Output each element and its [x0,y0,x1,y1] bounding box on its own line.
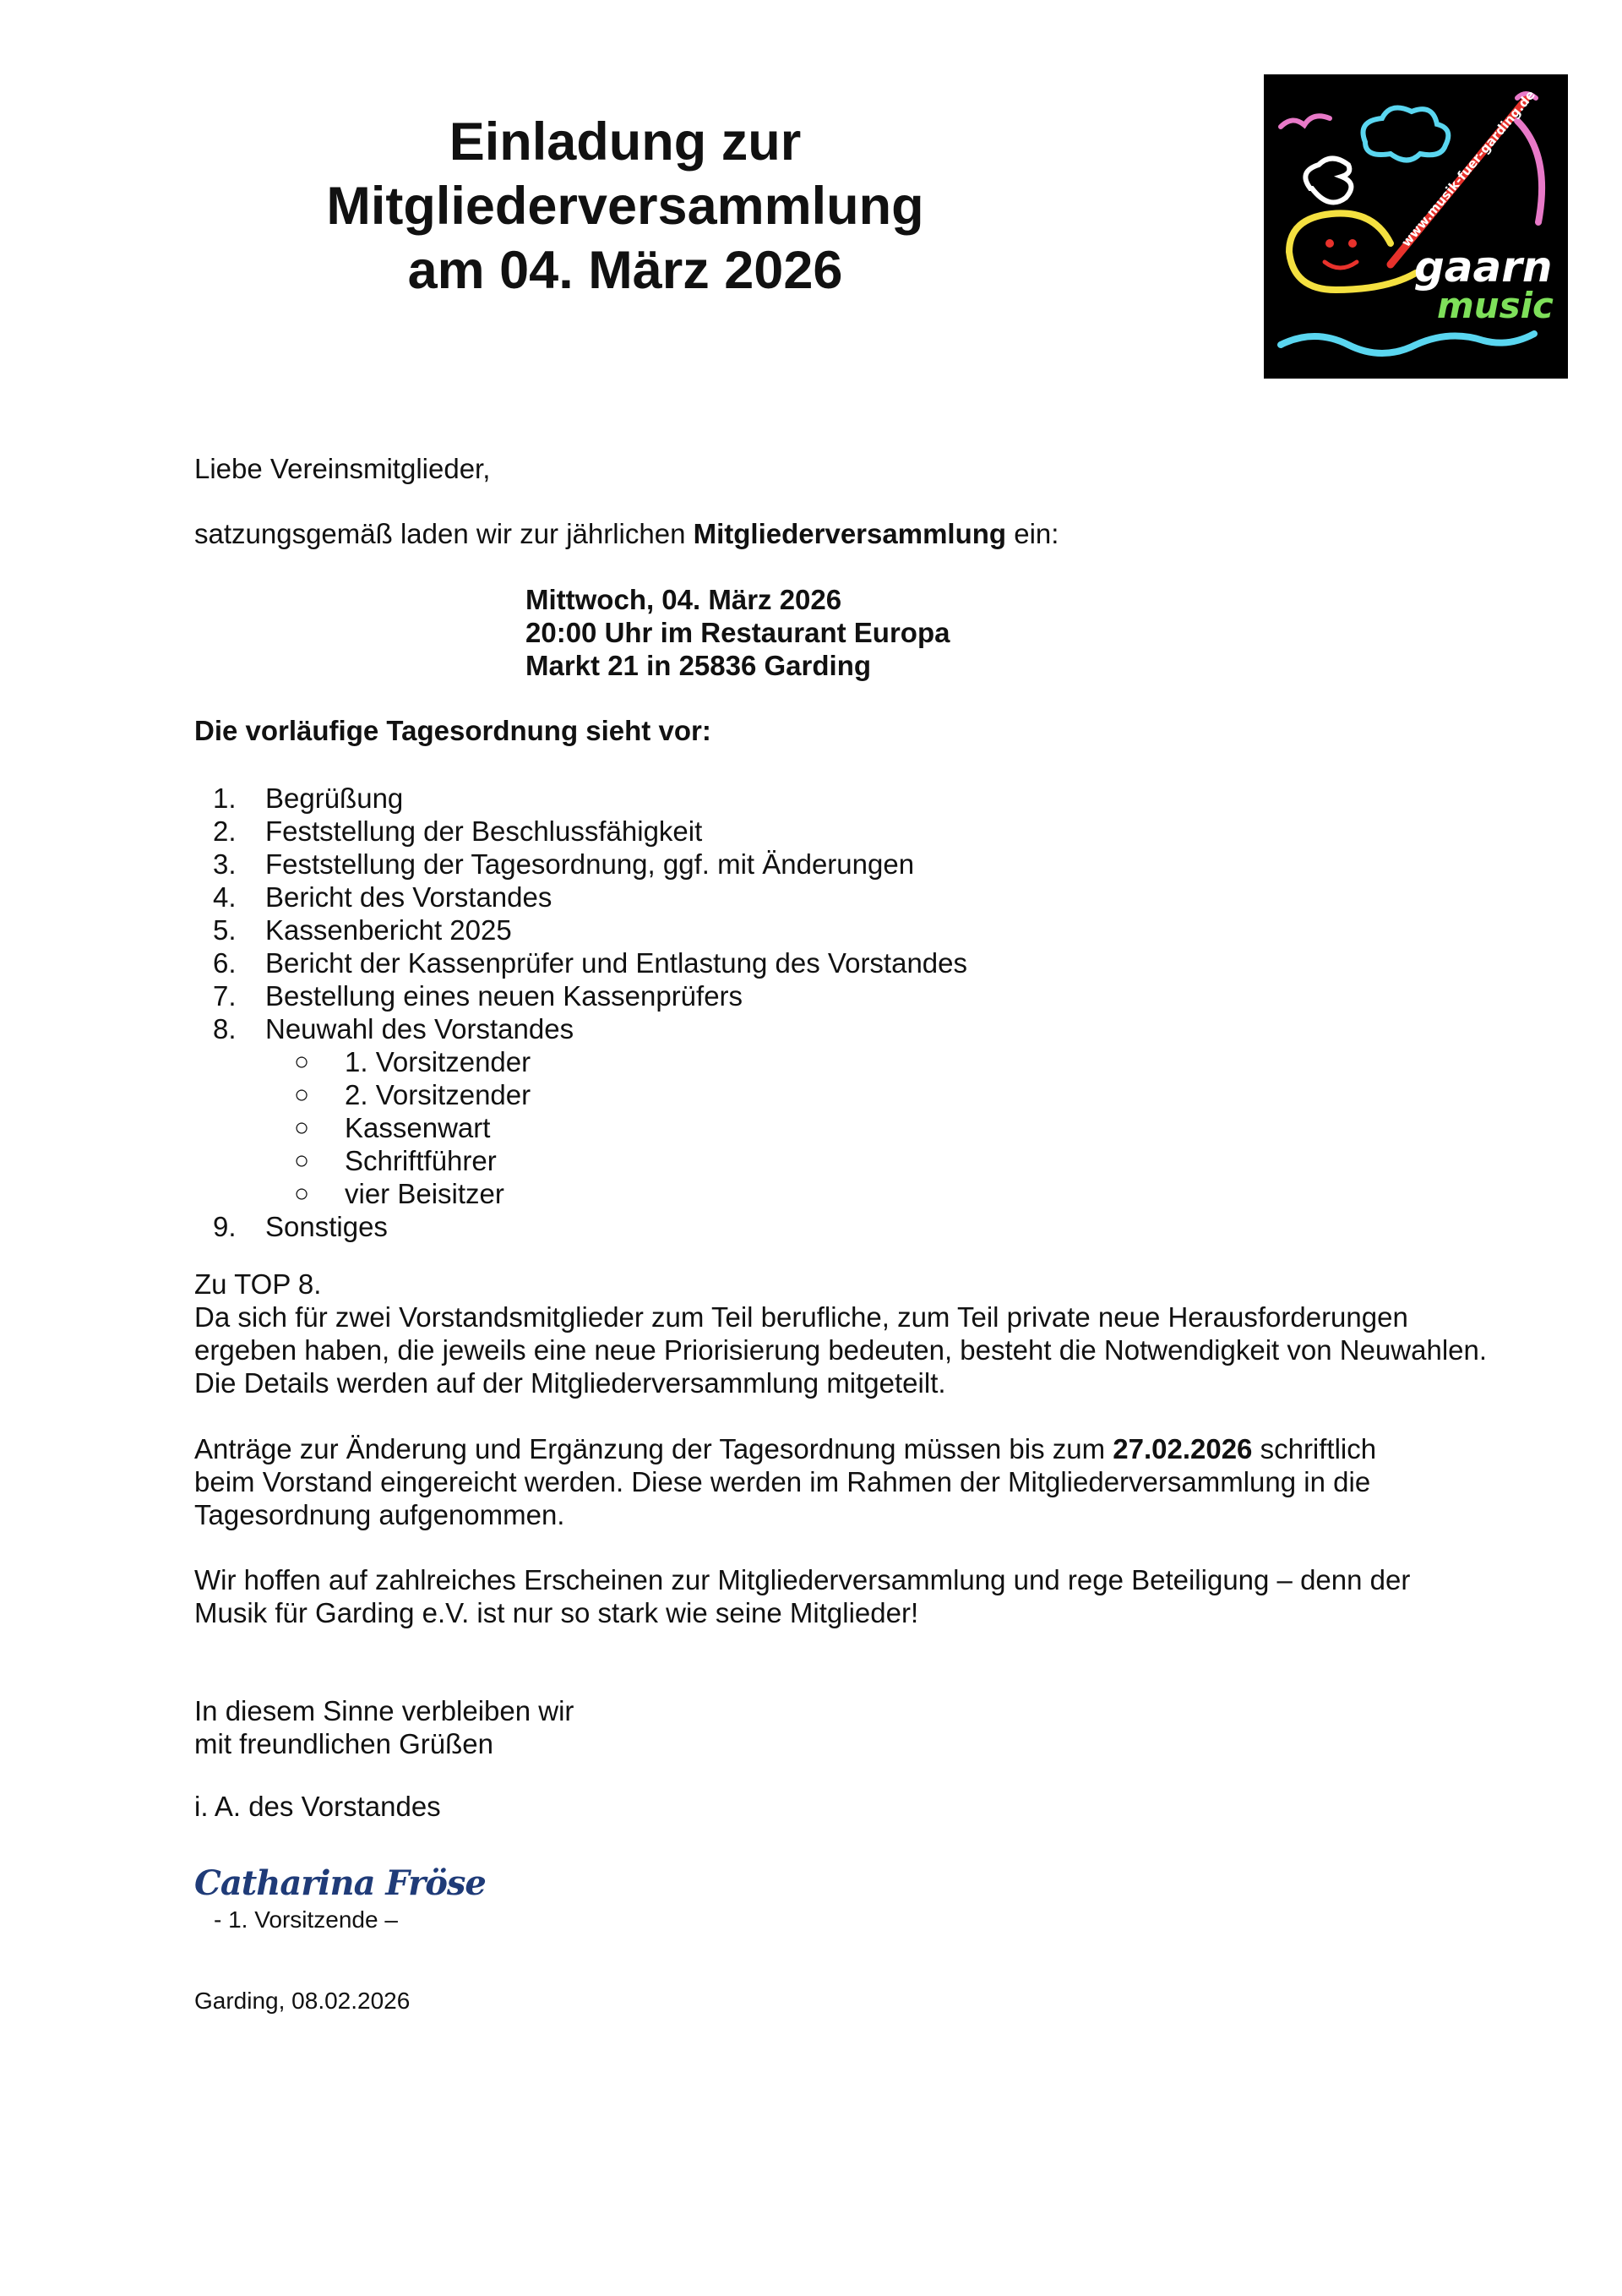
circle-bullet-icon: ○ [294,1048,310,1076]
top8-line-3: Die Details werden auf der Mitgliederversammlung mitgeteilt. [194,1367,946,1399]
logo-word-gaarn: gaarn [1414,243,1553,292]
venue-address: Markt 21 in 25836 Garding [525,650,872,681]
deadline-date: 27.02.2026 [1113,1433,1253,1464]
venue-block [525,583,950,682]
intro-line [194,517,1059,550]
title-line-1: Einladung zur [449,112,802,172]
intro-bold: Mitgliederversammlung [693,518,1007,549]
place-date: Garding, 08.02.2026 [194,1988,411,2014]
document-title [253,110,997,303]
logo-graphic [1264,74,1568,379]
intro-after: ein: [1006,518,1059,549]
agenda-heading: Die vorläufige Tagesordnung sieht vor: [194,715,711,746]
top8-line-1: Da sich für zwei Vorstandsmitglieder zum Teil berufliche, zum Teil private neue Herausforderungen [194,1301,1408,1333]
closing-line-2: mit freundlichen Grüßen [194,1728,493,1759]
intro-before: satzungsgemäß laden wir zur jährlichen [194,518,694,549]
circle-bullet-icon: ○ [294,1180,310,1208]
hope-line-1: Wir hoffen auf zahlreiches Erscheinen zur Mitgliederversammlung und rege Beteiligung – denn der [194,1564,1411,1595]
antraege-line-3: Tagesordnung aufgenommen. [194,1499,565,1530]
on-behalf-line: i. A. des Vorstandes [194,1791,441,1822]
club-logo [1264,74,1568,379]
top8-line-2: ergeben haben, die jeweils eine neue Priorisierung bedeuten, besteht die Notwendigkeit von Neuwahlen. [194,1334,1488,1366]
venue-time-place: 20:00 Uhr im Restaurant Europa [525,617,950,648]
title-line-3: am 04. März 2026 [407,241,843,300]
circle-bullet-icon: ○ [294,1081,310,1109]
title-line-2: Mitgliederversammlung [326,177,924,236]
top8-heading: Zu TOP 8. [194,1268,322,1300]
antraege-line-1: Anträge zur Änderung und Ergänzung der Tagesordnung müssen bis zum 27.02.2026 schriftlich [194,1433,1377,1464]
salutation: Liebe Vereinsmitglieder, [194,453,491,484]
hope-line-2: Musik für Garding e.V. ist nur so stark wie seine Mitglieder! [194,1597,919,1628]
antraege-paragraph [194,1432,1563,1531]
signature-role: - 1. Vorsitzende – [214,1906,398,1933]
circle-bullet-icon: ○ [294,1114,310,1142]
venue-date: Mittwoch, 04. März 2026 [525,584,842,615]
antraege-line-2: beim Vorstand eingereicht werden. Diese werden im Rahmen der Mitgliederversammlung in die [194,1466,1371,1497]
closing-line-1: In diesem Sinne verbleiben wir [194,1695,574,1726]
logo-url: www.musik-fuer-garding.de [1398,87,1538,250]
signature-name: Catharina Fröse [194,1863,486,1903]
top8-paragraph [194,1268,1563,1399]
closing-block [194,1694,1563,1760]
hope-paragraph [194,1563,1563,1629]
circle-bullet-icon: ○ [294,1147,310,1175]
logo-word-music: music [1437,285,1554,326]
